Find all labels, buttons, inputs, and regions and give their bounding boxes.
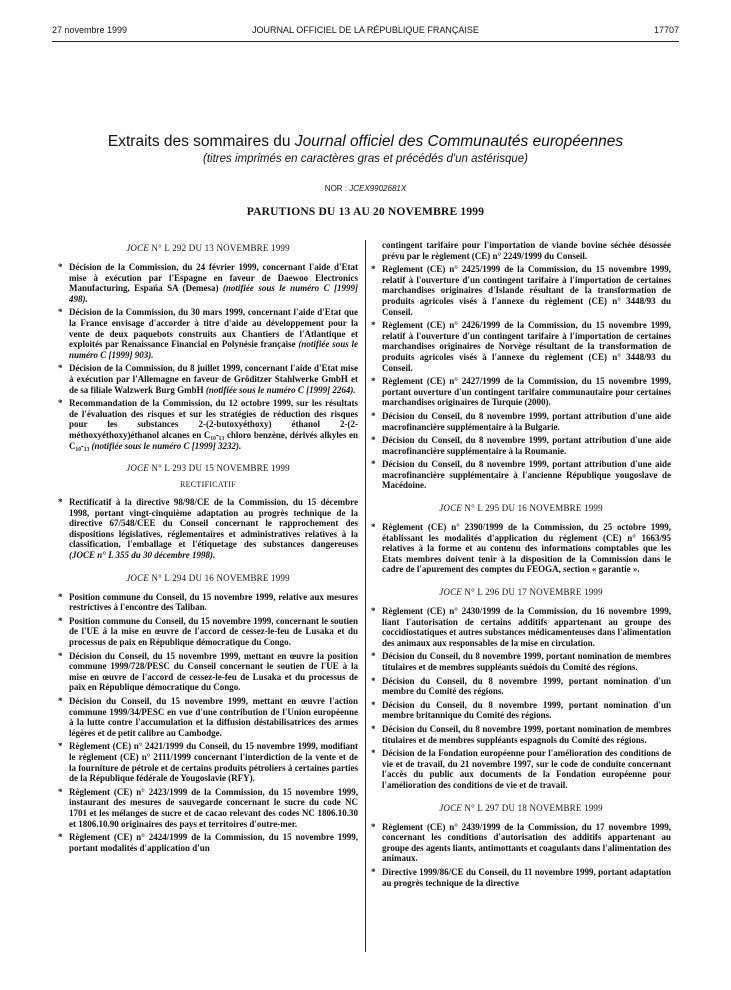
list-item: * Décision du Conseil, du 8 novembre 1999, portant nomination d'un membre britannique du Comité des régions.	[371, 699, 671, 721]
list-item: * Décision du Conseil, du 8 novembre 1999, portant attribution d'une aide macrofinancière supplémentaire à la Roumanie.	[371, 435, 671, 456]
list-item: * Décision de la Fondation européenne pour l'amélioration des conditions de vie et de travail, du 21 novembre 1997, sur le code de conduite concernant l'accès du public aux documents de la Fondation européenne pour l'amélioration des conditions de vie et de travail.	[371, 748, 671, 790]
list-item: * Décision du Conseil, du 8 novembre 1999, portant nomination de membres titulaires et de membres suppléants espagnols du Comité des régions.	[371, 723, 671, 745]
list-item: * Règlement (CE) n° 2425/1999 de la Commission, du 15 novembre 1999, relatif à l'ouverture d'un contingent tarifaire à l'importation de certaines marchandises originaires d'Islande résultant de la transformation de produits agricoles visés à l'annexe du règlement (CE) n° 3448/93 du Conseil.	[371, 264, 671, 317]
nor-label: NOR :	[324, 184, 350, 193]
section-heading-l292: JOCE N° L 292 DU 13 NOVEMBRE 1999	[126, 243, 290, 253]
list-item: * Décision de la Commission, du 24 février 1999, concernant l'aide d'Etat mise à exécution par l'Espagne en faveur de Daewoo Electronics Manufacturing, España SA (Demesa) (notifiée sous le numéro C [1999] 498).	[58, 262, 358, 304]
list-item: * Décision du Conseil, du 8 novembre 1999, portant nomination d'un membre du Comité des régions.	[371, 675, 671, 697]
list-item: * Règlement (CE) n° 2430/1999 de la Commission, du 16 novembre 1999, liant l'autorisation de certains additifs appartenant au groupe des coccidiostatiques et autres substances médicamenteuses dans l'alimentation des animaux aux responsables de la mise en circulation.	[371, 606, 671, 648]
list-item: * Décision de la Commission, du 8 juillet 1999, concernant l'aide d'Etat mise à exécution par l'Allemagne en faveur de Gröditzer Stahlwerke GmbH et de sa filiale Walzwerk Burg GmbH (notifiée sous le numéro C [1999] 2264).	[58, 363, 358, 395]
list-item: * Décision de la Commission, du 30 mars 1999, concernant l'aide d'Etat que la France envisage d'accorder à titre d'aide au développement pour la vente de deux paquebots construits aux Chantiers de l'Atlantique et exploités par Renaissance Financial en Polynésie française (notifiée sous le numéro C [1999] 903).	[58, 307, 358, 360]
parutions-heading: PARUTIONS DU 13 AU 20 NOVEMBRE 1999	[246, 206, 485, 218]
list-item: * Décision du Conseil, du 15 novembre 1999, mettant en œuvre l'action commune 1999/34/PESC en vue d'une contribution de l'Union européenne à la lutte contre l'accumulation et la diffusion déstabilisatrices des armes légères et de petit calibre au Cambodge.	[58, 696, 358, 738]
list-item: * Règlement (CE) n° 2427/1999 de la Commission, du 15 novembre 1999, portant ouverture d'un contingent tarifaire communautaire pour certaines marchandises originaires de Turquie (2000).	[371, 376, 671, 408]
nor-reference	[0, 184, 731, 193]
section-heading-l293: JOCE N° L 293 DU 15 NOVEMBRE 1999	[126, 463, 290, 474]
header-rule	[52, 41, 679, 42]
list-item: * Recommandation de la Commission, du 12 octobre 1999, sur les résultats de l'évaluation des risques et sur les stratégies de réduction des risques pour les substances 2-(2-butoxyéthoxy) éthanol 2-(2-méthoxyéthoxy)éthanol alcanes en C₁₀-₁₃ chloro benzène, dérivés alkyles en C₁₀-₁₃ (notifiée sous le numéro C [1999] 3232).	[58, 398, 358, 451]
list-item: * Décision du Conseil, du 8 novembre 1999, portant attribution d'une aide macrofinancière supplémentaire à l'ancienne République yougoslave de Macédoine.	[371, 459, 671, 491]
left-column	[58, 240, 358, 856]
running-header	[52, 25, 679, 39]
header-page-number: 17707	[653, 25, 679, 35]
page-title-prefix: Extraits des sommaires du	[107, 133, 295, 150]
list-item: * Position commune du Conseil, du 15 novembre 1999, relative aux mesures restrictives à l'encontre des Taliban.	[58, 591, 358, 613]
page-subtitle: (titres imprimés en caractères gras et précédés d'un astérisque)	[203, 153, 528, 165]
page-title-journal: Journal officiel des Communautés européennes	[294, 133, 624, 150]
list-item: * Décision du Conseil, du 8 novembre 1999, portant nomination de membres titulaires et de membres suppléants suédois du Comité des régions.	[371, 651, 671, 672]
page-title	[0, 133, 731, 151]
list-item: * Position commune du Conseil, du 15 novembre 1999, concernant le soutien de l'UE à la mise en œuvre de l'accord de cessez-le-feu de Lusaka et du processus de paix en République démocratique du Congo.	[58, 615, 358, 648]
list-item: * Règlement (CE) n° 2421/1999 du Conseil, du 15 novembre 1999, modifiant le règlement (CE) n° 2111/1999 concernant l'interdiction de la vente et de la fourniture de pétrole et de certains produits pétroliers à certaines parties de la République fédérale de Yougoslavie (RFY).	[58, 741, 358, 784]
section-heading-l294: JOCE N° L 294 DU 16 NOVEMBRE 1999	[126, 572, 290, 583]
section-heading-l297: JOCE N° L 297 DU 18 NOVEMBRE 1999	[439, 802, 603, 813]
section-heading-l295: JOCE N° L 295 DU 16 NOVEMBRE 1999	[439, 503, 603, 514]
section-heading-l296: JOCE N° L 296 DU 17 NOVEMBRE 1999	[439, 587, 603, 598]
right-column	[371, 240, 671, 891]
list-item: * Règlement (CE) n° 2423/1999 de la Commission, du 15 novembre 1999, instaurant des mesures de sauvegarde concernant le sucre du code NC 1701 et les mélanges de sucre et de cacao relevant des codes NC 1806.10.30 et 1806.10.90 originaires des pays et territoires d'outre-mer.	[58, 786, 358, 829]
list-item: * Décision du Conseil, du 8 novembre 1999, portant attribution d'une aide macrofinancière supplémentaire à la Bulgarie.	[371, 410, 671, 432]
list-item: * Règlement (CE) n° 2390/1999 de la Commission, du 25 octobre 1999, établissant les modalités d'application du règlement (CE) n° 1663/95 relatives à la forme et au contenu des informations comptables que les Etats membres doivent tenir à la disposition de la Commission dans le cadre de l'apurement des comptes du FEOGA, section « garantie ».	[371, 522, 671, 575]
list-item: * Règlement (CE) n° 2426/1999 de la Commission, du 15 novembre 1999, relatif à l'ouverture d'un contingent tarifaire à l'importation de certaines marchandises originaires de Norvège résultant de la transformation de produits agricoles visés à l'annexe du règlement (CE) n° 3448/93 du Conseil.	[371, 320, 671, 373]
rectificatif-heading: RECTIFICATIF	[179, 480, 237, 490]
list-item: * Décision du Conseil, du 15 novembre 1999, mettant en œuvre la position commune 1999/728/PESC du Conseil concernant le soutien de l'UE à la mise en œuvre de l'accord de cessez-le-feu de Lusaka et du processus de paix en République démocratique du Congo.	[58, 650, 358, 693]
list-item: * Directive 1999/86/CE du Conseil, du 11 novembre 1999, portant adaptation au progrès technique de la directive	[371, 866, 671, 888]
list-item: * Rectificatif à la directive 98/98/CE de la Commission, du 15 décembre 1998, portant vingt-cinquième adaptation au progrès technique de la directive 67/548/CEE du Conseil concernant le rapprochement des dispositions législatives, réglementaires et administratives relatives à la classification, l'emballage et l'étiquetage des substances dangereuses (JOCE n° L 355 du 30 décembre 1998).	[58, 497, 358, 561]
header-date: 27 novembre 1999	[52, 25, 128, 35]
header-journal-name: JOURNAL OFFICIEL DE LA RÉPUBLIQUE FRANÇAISE	[252, 25, 479, 35]
list-item-continuation: contingent tarifaire pour l'importation de viande bovine séchée désossée prévu par le règlement (CE) n° 2249/1999 du Conseil.	[382, 240, 671, 261]
nor-code: JCEX9902681X	[349, 184, 407, 193]
column-divider	[365, 240, 366, 952]
list-item: * Règlement (CE) n° 2439/1999 de la Commission, du 17 novembre 1999, concernant les conditions d'autorisation des additifs appartenant au groupe des agents liants, antimottants et coagulants dans l'alimentation des animaux.	[371, 821, 671, 864]
list-item: * Règlement (CE) n° 2424/1999 de la Commission, du 15 novembre 1999, portant modalités d'application d'un	[58, 832, 358, 853]
